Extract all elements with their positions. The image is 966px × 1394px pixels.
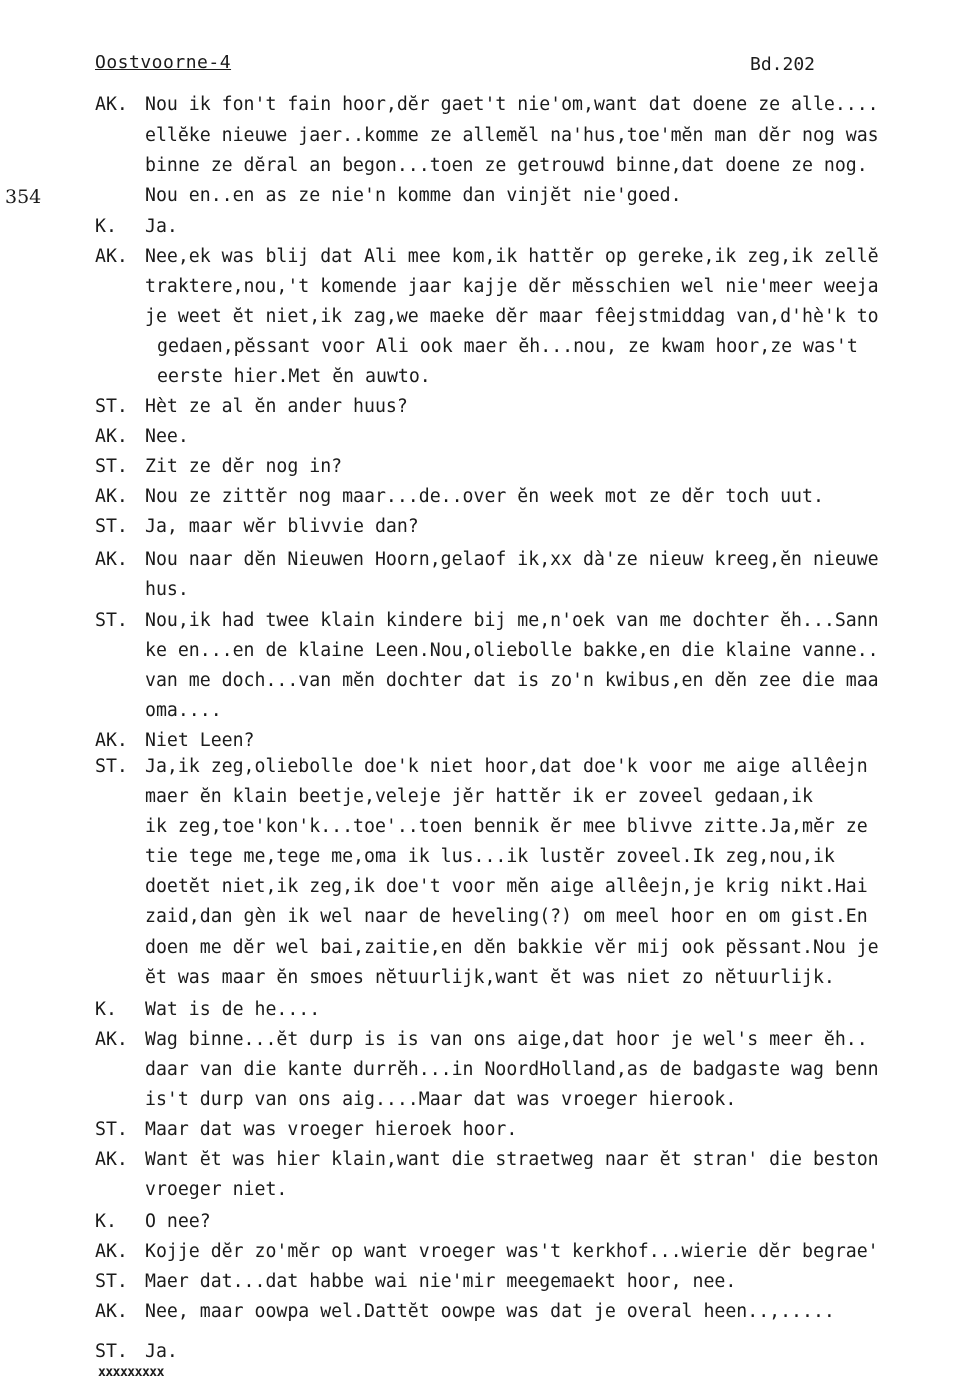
speaker-label: AK. xyxy=(95,1029,128,1050)
transcript-line xyxy=(0,1145,966,1175)
utterance-text: binne ze dĕral an begon...toen ze getrouwd binne,dat doene ze nog. xyxy=(145,155,868,176)
utterance-text: Nee, maar oowpa wel.Dattĕt oowpe was dat je overal heen..,..... xyxy=(145,1301,835,1322)
utterance-text: Ja. xyxy=(145,1341,178,1362)
speaker-label: AK. xyxy=(95,246,128,267)
speaker-label: AK. xyxy=(95,426,128,447)
speaker-label: AK. xyxy=(95,1301,128,1322)
utterance-text: O nee? xyxy=(145,1211,211,1232)
utterance-text: Wat is de he.... xyxy=(145,999,321,1020)
speaker-label: AK. xyxy=(95,549,128,570)
transcript-line xyxy=(0,482,966,512)
speaker-label: K. xyxy=(95,216,117,237)
transcript-line xyxy=(0,512,966,542)
document-title: Oostvoorne-4 xyxy=(95,52,232,73)
utterance-text: Nee. xyxy=(145,426,189,447)
speaker-label: K. xyxy=(95,999,117,1020)
utterance-text: Nou,ik had twee klain kindere bij me,n'oek van me dochter ĕh...Sann xyxy=(145,610,879,631)
speaker-label: AK. xyxy=(95,1149,128,1170)
transcript-line xyxy=(0,782,966,812)
utterance-text: Zit ze dĕr nog in? xyxy=(145,456,343,477)
utterance-text: vroeger niet. xyxy=(145,1179,288,1200)
transcript-line xyxy=(0,362,966,392)
utterance-text: gedaen,pĕssant voor Ali ook maer ĕh...nou, ze kwam hoor,ze was't xyxy=(157,336,858,357)
speaker-label: ST. xyxy=(95,756,128,777)
transcript-line xyxy=(0,606,966,636)
transcript-line xyxy=(0,842,966,872)
transcript-line xyxy=(0,1207,966,1237)
transcript-line xyxy=(0,151,966,181)
speaker-label: AK. xyxy=(95,730,128,751)
utterance-text: ĕt was maar ĕn smoes nĕtuurlijk,want ĕt was niet zo nĕtuurlijk. xyxy=(145,967,835,988)
utterance-text: Wag binne...ĕt durp is is van ons aige,dat hoor je wel's meer ĕh.. xyxy=(145,1029,868,1050)
utterance-text: Hèt ze al ĕn ander huus? xyxy=(145,396,408,417)
utterance-text: ke en...en de klaine Leen.Nou,oliebolle bakke,en die klaine vanne.. xyxy=(145,640,879,661)
transcript-line xyxy=(0,1175,966,1205)
speaker-label: ST. xyxy=(95,1271,128,1292)
transcript-line xyxy=(0,933,966,963)
speaker-label: AK. xyxy=(95,94,128,115)
utterance-text: eerste hier.Met ĕn auwto. xyxy=(157,366,431,387)
transcript-line xyxy=(0,422,966,452)
utterance-text: Niet Leen? xyxy=(145,730,255,751)
transcript-line xyxy=(0,872,966,902)
speaker-label: ST. xyxy=(95,456,128,477)
margin-number: 354 xyxy=(5,186,42,208)
speaker-label: ST. xyxy=(95,610,128,631)
utterance-text: Nou ik fon't fain hoor,dĕr gaet't nie'om,want dat doene ze alle.... xyxy=(145,94,879,115)
transcript-line xyxy=(0,545,966,575)
utterance-text: is't durp van ons aig....Maar dat was vroeger hierook. xyxy=(145,1089,737,1110)
transcript-line xyxy=(0,666,966,696)
utterance-text: oma.... xyxy=(145,700,222,721)
transcript-line xyxy=(0,963,966,993)
transcript-line xyxy=(0,1025,966,1055)
transcript-line xyxy=(0,121,966,151)
transcript-line xyxy=(0,575,966,605)
transcript-line xyxy=(0,1085,966,1115)
transcript-line xyxy=(0,1297,966,1327)
transcript-line xyxy=(0,242,966,272)
utterance-text: Ja,ik zeg,oliebolle doe'k niet hoor,dat doe'k voor me aige allêejn xyxy=(145,756,868,777)
speaker-label: K. xyxy=(95,1211,117,1232)
speaker-label: AK. xyxy=(95,486,128,507)
transcript-line xyxy=(0,902,966,932)
transcript-line xyxy=(0,1055,966,1085)
speaker-label: ST. xyxy=(95,396,128,417)
transcript-line xyxy=(0,302,966,332)
utterance-text: hus. xyxy=(145,579,189,600)
utterance-text: je weet ĕt niet,ik zag,we maeke dĕr maar fêejstmiddag van,d'hè'k to xyxy=(145,306,879,327)
utterance-text: Want ĕt was hier klain,want die straetweg naar ĕt stran' die beston xyxy=(145,1149,879,1170)
utterance-text: van me doch...van mĕn dochter dat is zo'n kwibus,en dĕn zee die maa xyxy=(145,670,879,691)
transcript-line xyxy=(0,1237,966,1267)
transcript-line xyxy=(0,752,966,782)
speaker-label: ST. xyxy=(95,1119,128,1140)
transcript-line xyxy=(0,812,966,842)
transcript-line xyxy=(0,995,966,1025)
utterance-text: Maar dat was vroeger hieroek hoor. xyxy=(145,1119,518,1140)
struck-out-text: xxxxxxxxx xyxy=(98,1365,164,1380)
utterance-text: doen me dĕr wel bai,zaitie,en dĕn bakkie vĕr mij ook pĕssant.Nou je xyxy=(145,937,879,958)
speaker-label: AK. xyxy=(95,1241,128,1262)
utterance-text: zaid,dan gèn ik wel naar de heveling(?) om meel hoor en om gist.En xyxy=(145,906,868,927)
utterance-text: Maer dat...dat habbe wai nie'mir meegemaekt hoor, nee. xyxy=(145,1271,737,1292)
utterance-text: Kojje dĕr zo'mĕr op want vroeger was't kerkhof...wierie dĕr begrae' xyxy=(145,1241,879,1262)
utterance-text: Nou ze zittĕr nog maar...de..over ĕn week mot ze dĕr toch uut. xyxy=(145,486,824,507)
speaker-label: ST. xyxy=(95,1341,128,1362)
speaker-label: ST. xyxy=(95,516,128,537)
utterance-text: Ja. xyxy=(145,216,178,237)
transcript-line xyxy=(0,1267,966,1297)
utterance-text: daar van die kante durrĕh...in NoordHolland,as de badgaste wag benn xyxy=(145,1059,879,1080)
transcript-line xyxy=(0,696,966,726)
transcript-line xyxy=(0,90,966,120)
transcript-line xyxy=(0,332,966,362)
transcript-line xyxy=(0,392,966,422)
utterance-text: Ja, maar wĕr blivvie dan? xyxy=(145,516,419,537)
transcript-line xyxy=(0,181,966,211)
transcript-line xyxy=(0,272,966,302)
utterance-text: Nee,ek was blij dat Ali mee kom,ik hattĕr op gereke,ik zeg,ik zellĕ xyxy=(145,246,879,267)
utterance-text: ik zeg,toe'kon'k...toe'..toen bennik ĕr mee blivve zitte.Ja,mĕr ze xyxy=(145,816,868,837)
transcript-line xyxy=(0,452,966,482)
utterance-text: traktere,nou,'t komende jaar kajje dĕr mĕsschien wel nie'meer weeja xyxy=(145,276,879,297)
utterance-text: tie tege me,tege me,oma ik lus...ik lustĕr zoveel.Ik zeg,nou,ik xyxy=(145,846,835,867)
utterance-text: doetĕt niet,ik zeg,ik doe't voor mĕn aige allêejn,je krig nikt.Hai xyxy=(145,876,868,897)
utterance-text: Nou naar dĕn Nieuwen Hoorn,gelaof ik,xx dà'ze nieuw kreeg,ĕn nieuwe xyxy=(145,549,879,570)
transcript-line xyxy=(0,212,966,242)
page-reference: Bd.202 xyxy=(750,54,816,75)
utterance-text: maer ĕn klain beetje,veleje jĕr hattĕr ik er zoveel gedaan,ik xyxy=(145,786,813,807)
transcript-line xyxy=(0,1337,966,1367)
utterance-text: ellĕke nieuwe jaer..komme ze allemĕl na'hus,toe'mĕn man dĕr nog was xyxy=(145,125,879,146)
transcript-line xyxy=(0,636,966,666)
utterance-text: Nou en..en as ze nie'n komme dan vinjĕt nie'goed. xyxy=(145,185,682,206)
transcript-line xyxy=(0,1115,966,1145)
